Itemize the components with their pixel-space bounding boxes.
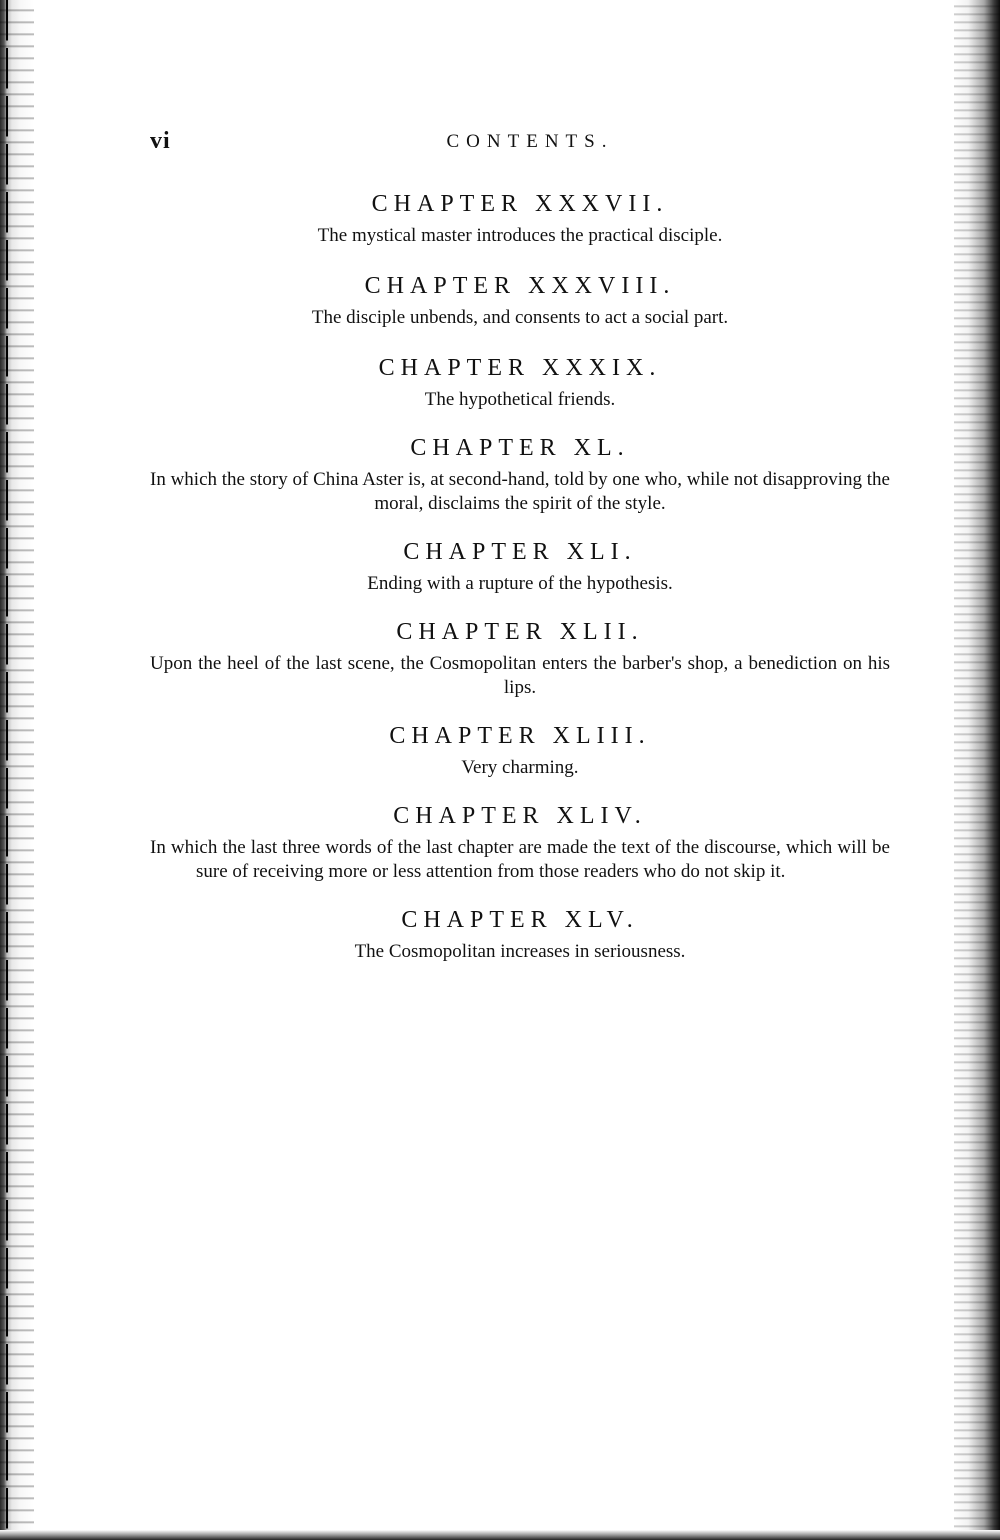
chapter-entry-40	[150, 432, 890, 516]
chapter-heading: CHAPTER XXXVII.	[371, 191, 669, 217]
chapter-summary: Upon the heel of the last scene, the Cosmopolitan enters the barber's shop, a benediction on his lips.	[150, 653, 890, 698]
chapter-summary: Very charming.	[461, 757, 579, 778]
contents-list	[150, 188, 890, 964]
chapter-entry-38	[150, 270, 890, 330]
chapter-summary: In which the last three words of the last chapter are made the text of the discourse, which will be sure of receiving more or less attention from those readers who do not skip it.	[150, 837, 890, 882]
chapter-entry-43	[150, 720, 890, 780]
chapter-summary: The disciple unbends, and consents to act a social part.	[311, 307, 729, 328]
page-number: vi	[150, 128, 171, 154]
chapter-summary: In which the story of China Aster is, at second-hand, told by one who, while not disapproving the moral, disclaims the spirit of the style.	[150, 469, 890, 514]
chapter-heading: CHAPTER XXXVIII.	[364, 273, 676, 299]
chapter-heading: CHAPTER XLIII.	[389, 723, 651, 749]
chapter-entry-45	[150, 904, 890, 964]
running-title: CONTENTS.	[446, 131, 614, 152]
chapter-heading: CHAPTER XLIV.	[393, 803, 647, 829]
chapter-heading: CHAPTER XLV.	[401, 907, 639, 933]
chapter-entry-39	[150, 352, 890, 412]
page-edge-shadow	[954, 0, 1000, 1540]
page-binding-shadow	[0, 0, 34, 1540]
running-head	[150, 128, 890, 158]
page-bottom-shadow	[0, 1530, 1000, 1540]
chapter-heading: CHAPTER XLII.	[396, 619, 644, 645]
chapter-heading: CHAPTER XXXIX.	[378, 355, 662, 381]
chapter-heading: CHAPTER XL.	[410, 435, 630, 461]
chapter-summary: The Cosmopolitan increases in seriousness.	[354, 941, 686, 962]
chapter-entry-42	[150, 616, 890, 700]
chapter-summary: Ending with a rupture of the hypothesis.	[367, 573, 673, 594]
chapter-entry-41	[150, 536, 890, 596]
chapter-summary: The hypothetical friends.	[424, 389, 616, 410]
chapter-entry-37	[150, 188, 890, 248]
chapter-heading: CHAPTER XLI.	[403, 539, 637, 565]
chapter-entry-44	[150, 800, 890, 884]
chapter-summary: The mystical master introduces the practical disciple.	[317, 225, 723, 246]
